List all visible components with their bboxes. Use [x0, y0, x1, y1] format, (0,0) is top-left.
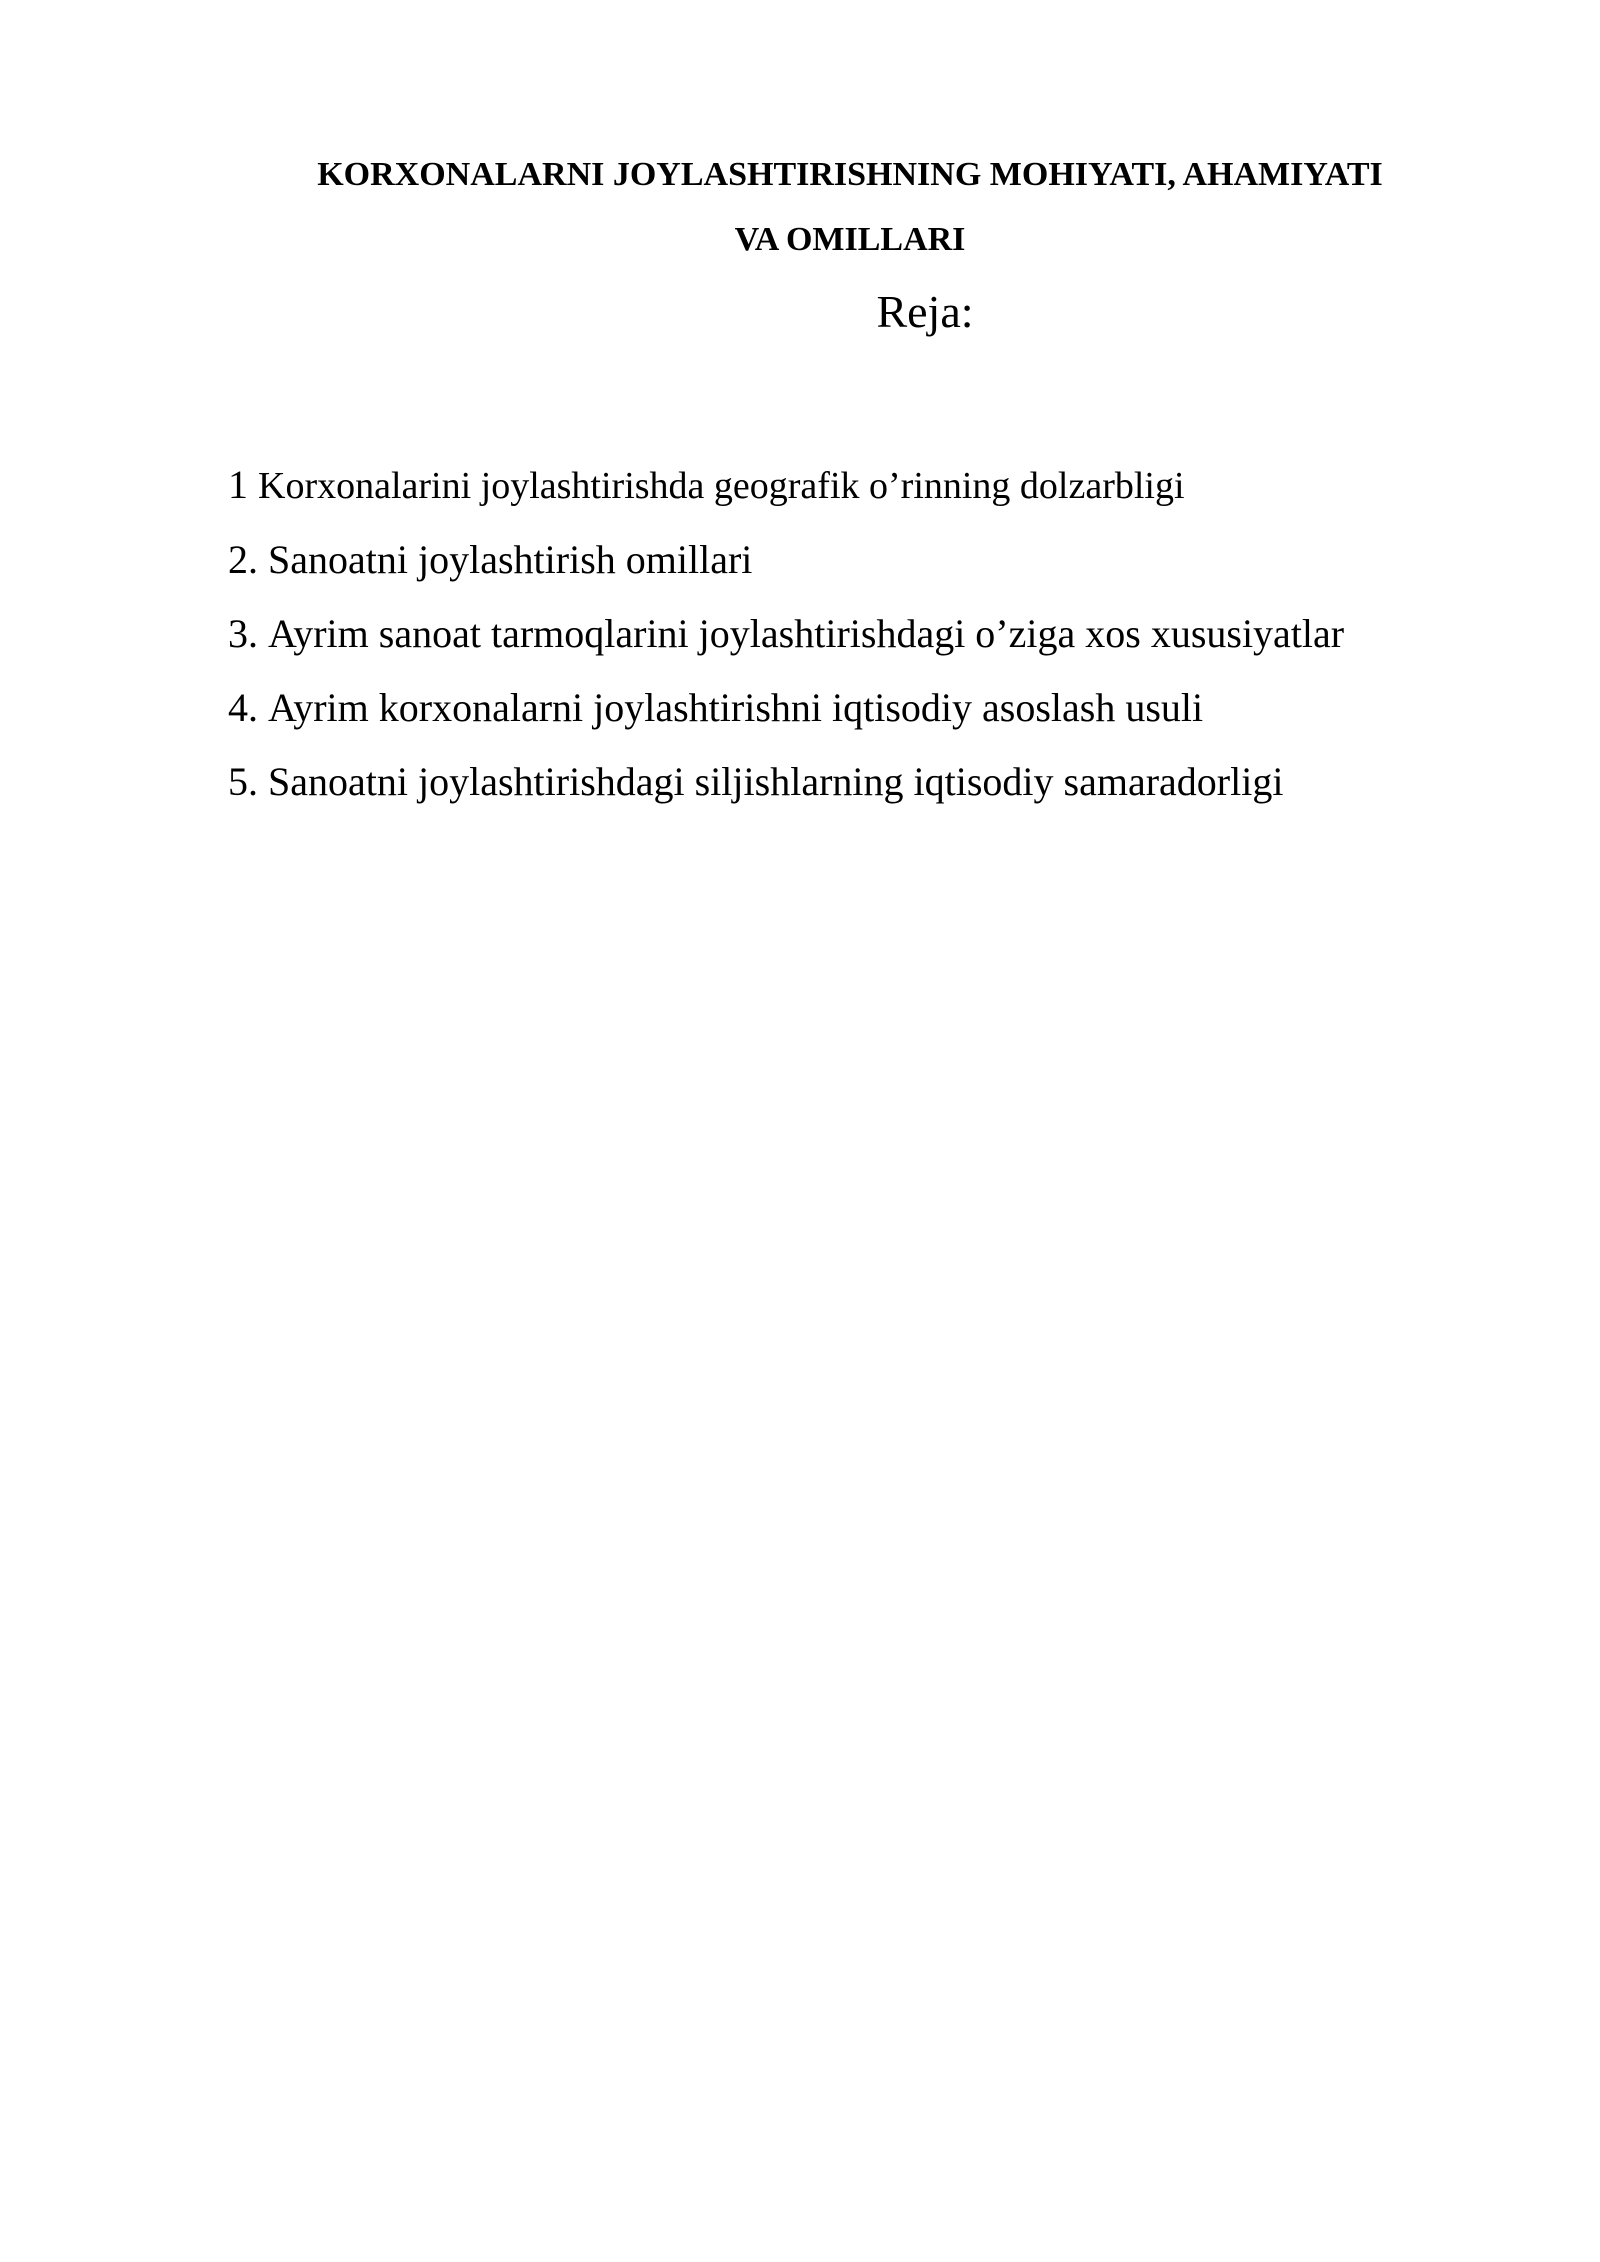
- plan-item: [228, 671, 1344, 745]
- plan-item-text: Korxonalarini joylashtirishda geografik o’rinning dolzarbligi: [258, 465, 1185, 507]
- plan-item-number: 3.: [228, 611, 258, 656]
- plan-item-text: Ayrim korxonalarni joylashtirishni iqtisodiy asoslash usuli: [268, 685, 1204, 730]
- plan-item-text: Sanoatni joylashtirish omillari: [268, 537, 753, 582]
- plan-list: [228, 448, 1344, 819]
- plan-item-text: Ayrim sanoat tarmoqlarini joylashtirishdagi o’ziga xos xususiyatlar: [268, 611, 1345, 656]
- plan-item: [228, 523, 1344, 597]
- plan-item: [228, 597, 1344, 671]
- plan-item-number: 1: [228, 462, 248, 507]
- plan-item-text: Sanoatni joylashtirishdagi siljishlarning iqtisodiy samaradorligi: [268, 759, 1284, 804]
- plan-item-number: 5.: [228, 759, 258, 804]
- document-title-line-1: KORXONALARNI JOYLASHTIRISHNING MOHIYATI, AHAMIYATI: [317, 156, 1383, 193]
- plan-item-number: 2.: [228, 537, 258, 582]
- plan-heading: Reja:: [876, 286, 974, 337]
- document-title-line-2: VA OMILLARI: [734, 221, 966, 258]
- plan-item: [228, 745, 1344, 819]
- plan-item: [228, 448, 1344, 523]
- plan-item-number: 4.: [228, 685, 258, 730]
